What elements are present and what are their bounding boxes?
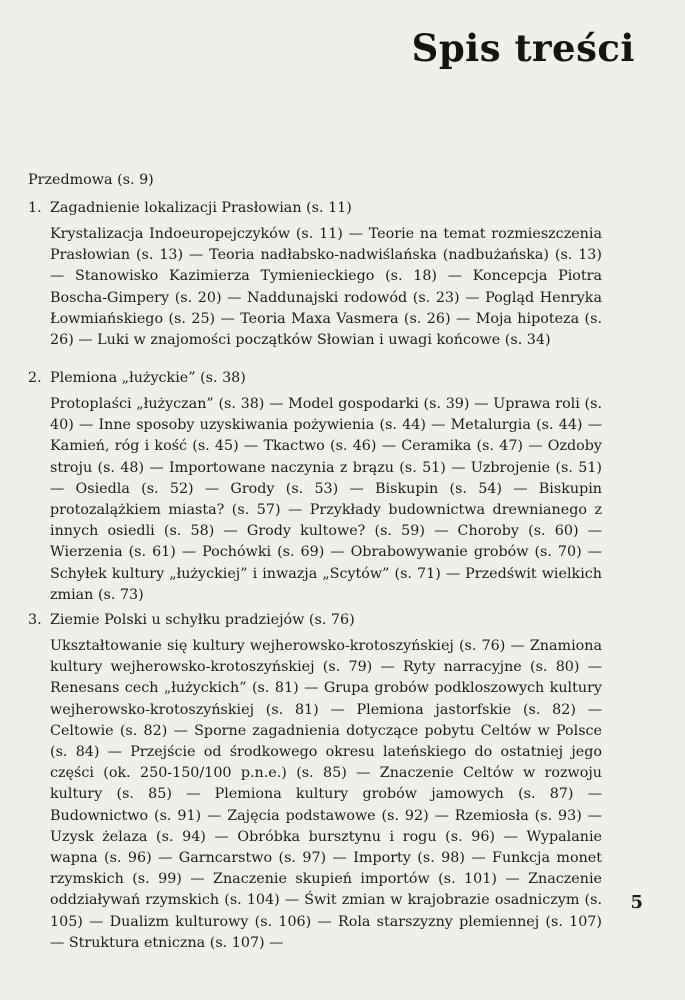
toc-chapter-2 bbox=[28, 370, 628, 606]
chapter-title: Plemiona „łużyckie” (s. 38) bbox=[50, 370, 246, 386]
page-title: Spis treści bbox=[411, 26, 635, 70]
toc-entry-preface: Przedmowa (s. 9) bbox=[28, 172, 154, 188]
page-number: 5 bbox=[630, 892, 643, 913]
chapter-number: 3. bbox=[28, 612, 42, 628]
chapter-contents: Krystalizacja Indoeuropejczyków (s. 11) — Teorie na temat rozmieszczenia Prasłowian (s. 13) — Teoria nadłabsko-nadwiślańska (nadbużańska) (s. 13) — Stanowisko Kazimierza Tymienieckiego (s. 18) — Koncepcja Piotra Boscha-Gimpery (s. 20) — Naddunajski rodowód (s. 23) — Pogląd Henryka Łowmiańskiego (s. 25) — Teoria Maxa Vasmera (s. 26) — Moja hipoteza (s. 26) — Luki w znajomości początków Słowian i uwagi końcowe (s. 34) bbox=[50, 226, 602, 349]
chapter-heading bbox=[28, 612, 628, 628]
toc-chapter-1 bbox=[28, 200, 628, 351]
chapter-contents: Ukształtowanie się kultury wejherowsko-krotoszyńskiej (s. 76) — Znamiona kultury wejherowsko-krotoszyńskiej (s. 79) — Ryty narracyjne (s. 80) — Renesans cech „łużyckich” (s. 81) — Grupa grobów podkloszowych kultury wejherowsko-krotoszyńskiej (s. 81) — Plemiona jastorfskie (s. 82) — Celtowie (s. 82) — Sporne zagadnienia dotyczące pobytu Celtów w Polsce (s. 84) — Przejście od środkowego okresu lateńskiego do ostatniej jego części (ok. 250-150/100 p.n.e.) (s. 85) — Znaczenie Celtów w rozwoju kultury (s. 85) — Plemiona kultury grobów jamowych (s. 87) — Budownictwo (s. 91) — Zajęcia podstawowe (s. 92) — Rzemiosła (s. 93) — Uzysk żelaza (s. 94) — Obróbka bursztynu i rogu (s. 96) — Wypalanie wapna (s. 96) — Garncarstwo (s. 97) — Importy (s. 98) — Funkcja monet rzymskich (s. 99) — Znaczenie skupień importów (s. 101) — Znaczenie oddziaływań rzymskich (s. 104) — Świt zmian w krajobrazie osadniczym (s. 105) — Dualizm kulturowy (s. 106) — Rola starszyzny plemiennej (s. 107) — Struktura etniczna (s. 107) — bbox=[50, 638, 602, 951]
chapter-title: Ziemie Polski u schyłku pradziejów (s. 76) bbox=[50, 612, 355, 628]
chapter-heading bbox=[28, 200, 628, 216]
chapter-title: Zagadnienie lokalizacji Prasłowian (s. 11) bbox=[50, 200, 352, 216]
chapter-number: 2. bbox=[28, 370, 42, 386]
toc-chapter-3 bbox=[28, 612, 628, 954]
chapter-number: 1. bbox=[28, 200, 42, 216]
chapter-contents: Protoplaści „łużyczan” (s. 38) — Model gospodarki (s. 39) — Uprawa roli (s. 40) — Inne sposoby uzyskiwania pożywienia (s. 44) — Metalurgia (s. 44) — Kamień, róg i kość (s. 45) — Tkactwo (s. 46) — Ceramika (s. 47) — Ozdoby stroju (s. 48) — Importowane naczynia z brązu (s. 51) — Uzbrojenie (s. 51) — Osiedla (s. 52) — Grody (s. 53) — Biskupin (s. 54) — Biskupin protozalążkiem miasta? (s. 57) — Przykłady budownictwa drewnianego z innych osiedli (s. 58) — Grody kultowe? (s. 59) — Choroby (s. 60) — Wierzenia (s. 61) — Pochówki (s. 69) — Obrabowywanie grobów (s. 70) — Schyłek kultury „łużyckiej” i inwazja „Scytów” (s. 71) — Przedświt wielkich zmian (s. 73) bbox=[50, 396, 602, 603]
chapter-heading bbox=[28, 370, 628, 386]
